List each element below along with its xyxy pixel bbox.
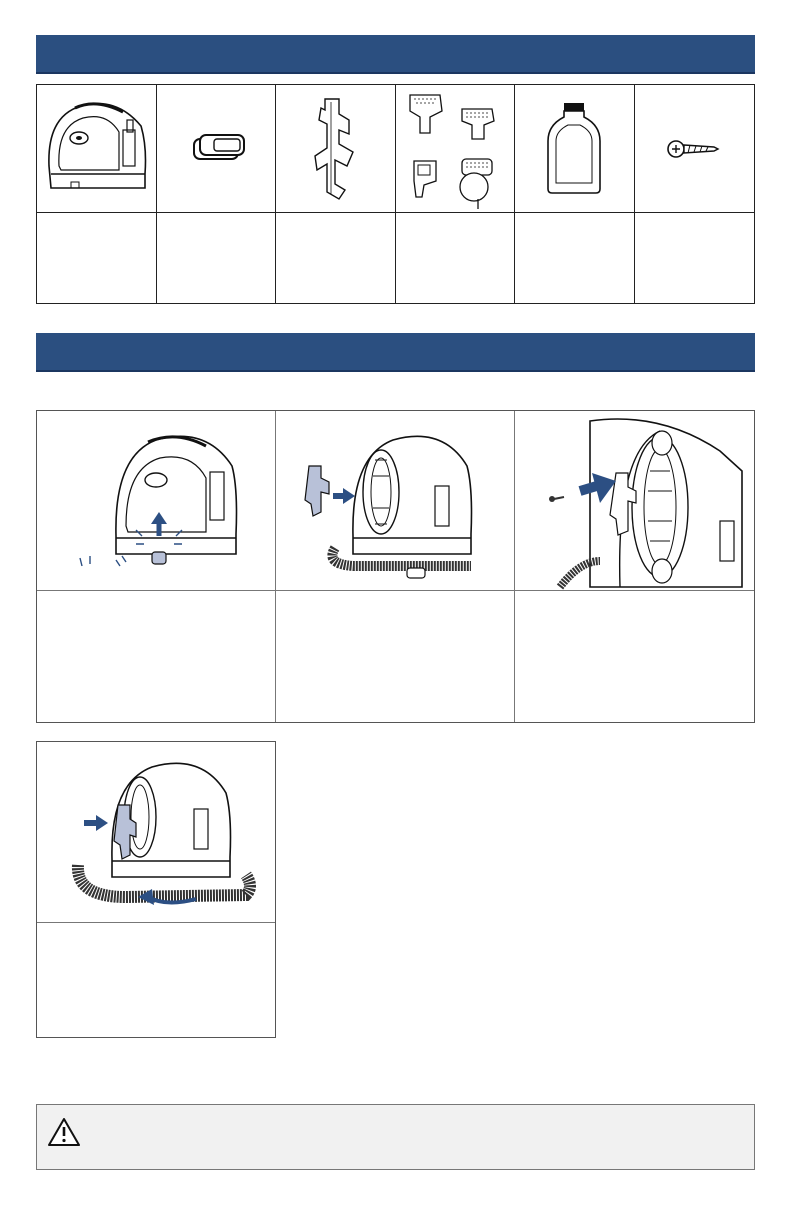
part-image-tools bbox=[396, 85, 516, 213]
part-image-clip bbox=[157, 85, 277, 213]
wrap-hose-illustration bbox=[56, 747, 256, 917]
part-image-screw bbox=[635, 85, 755, 213]
attach-tool-holder-illustration bbox=[295, 416, 495, 586]
part-label-tools bbox=[396, 213, 516, 303]
part-label-bracket bbox=[276, 213, 396, 303]
assembly-header-band bbox=[36, 333, 755, 372]
secure-with-screw-illustration bbox=[520, 411, 750, 591]
warning-triangle-icon bbox=[47, 1117, 81, 1147]
step-1-text bbox=[37, 591, 276, 722]
parts-table bbox=[36, 84, 755, 304]
part-label-clip bbox=[157, 213, 277, 303]
warning-box bbox=[36, 1104, 755, 1170]
part-label-bottle bbox=[515, 213, 635, 303]
assembly-step-4 bbox=[36, 741, 276, 1038]
formula-bottle-icon bbox=[544, 101, 604, 196]
assembly-steps-grid bbox=[36, 410, 755, 723]
step-4-text bbox=[37, 923, 275, 935]
step-2-image bbox=[276, 411, 515, 591]
part-image-bracket bbox=[276, 85, 396, 213]
step-3-text bbox=[515, 591, 754, 722]
screw-icon bbox=[664, 134, 724, 164]
step-2-text bbox=[276, 591, 515, 722]
hose-clip-icon bbox=[186, 129, 246, 169]
attach-hose-clip-illustration bbox=[56, 416, 256, 586]
part-image-unit bbox=[37, 85, 157, 213]
spot-cleaner-unit-icon bbox=[41, 96, 151, 201]
part-label-unit bbox=[37, 213, 157, 303]
step-1-image bbox=[37, 411, 276, 591]
part-label-screw bbox=[635, 213, 755, 303]
tool-holder-bracket-icon bbox=[305, 94, 365, 204]
step-3-image bbox=[515, 411, 754, 591]
contents-header-band bbox=[36, 35, 755, 74]
part-image-bottle bbox=[515, 85, 635, 213]
cleaning-tools-set-icon bbox=[400, 89, 510, 209]
step-4-image bbox=[37, 742, 275, 923]
